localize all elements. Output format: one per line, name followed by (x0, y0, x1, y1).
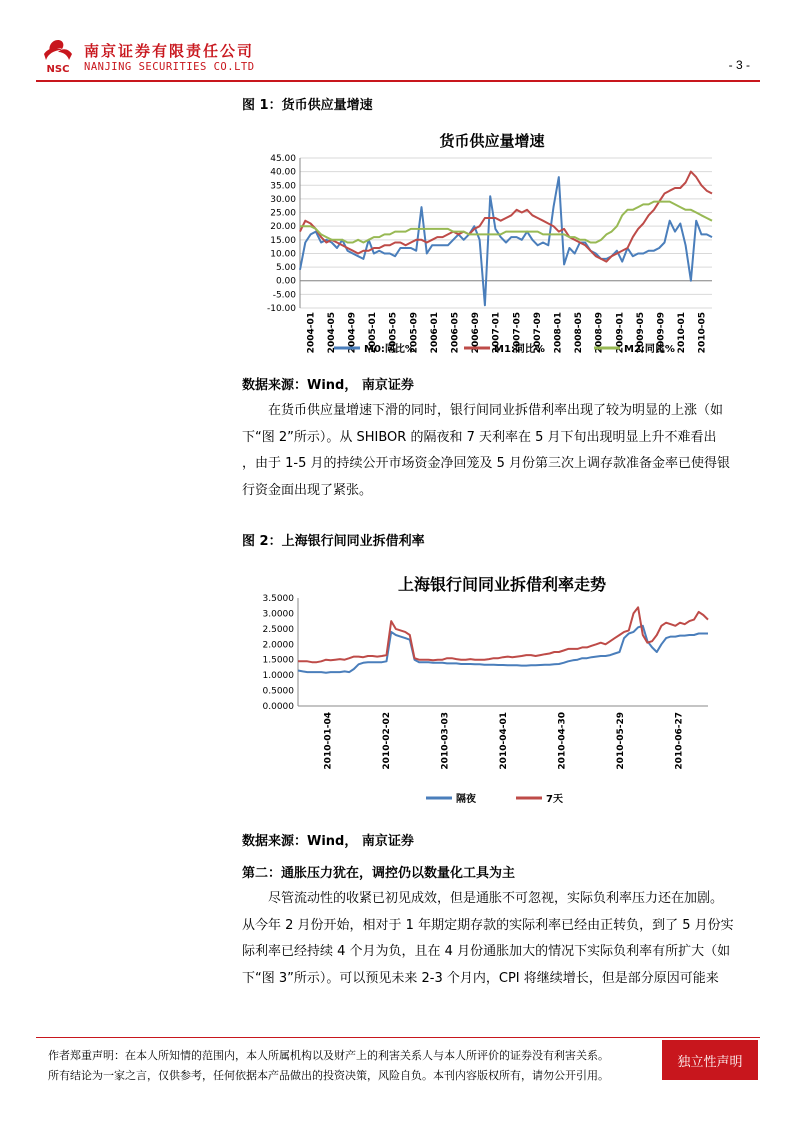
legend-label: M1:同比% (494, 344, 545, 355)
x-tick-label: 2009-09 (656, 312, 667, 354)
y-tick-label: 3.5000 (262, 594, 294, 604)
x-tick-label: 2010-02-02 (381, 712, 392, 770)
y-tick-label: 1.0000 (262, 671, 294, 682)
shibor-rate-chart (242, 562, 720, 810)
company-name-cn: 南京证券有限责任公司 (84, 42, 255, 60)
page-number: - 3 - (728, 58, 750, 72)
x-tick-label: 2009-01 (615, 312, 626, 354)
y-tick-label: 35.00 (270, 181, 296, 192)
paragraph-1-line: ，由于 1-5 月的持续公开市场资金净回笼及 5 月份第三次上调存款准备金率已使得银 (242, 456, 731, 471)
legend-label: 隔夜 (456, 794, 476, 805)
x-tick-label: 2004-05 (326, 312, 337, 354)
y-tick-label: 0.5000 (262, 686, 294, 697)
x-tick-label: 2007-05 (512, 312, 523, 354)
y-tick-label: 1.5000 (262, 655, 294, 666)
x-tick-label: 2005-05 (388, 312, 399, 354)
x-tick-label: 2008-05 (574, 312, 585, 354)
y-tick-label: -5.00 (272, 290, 296, 301)
x-tick-label: 2010-05 (697, 312, 708, 354)
x-tick-label: 2005-01 (368, 312, 379, 354)
disclaimer (48, 1046, 609, 1086)
y-tick-label: 2.0000 (262, 640, 294, 651)
disclaimer-line: 所有结论为一家之言，仅供参考，任何依据本产品做出的投资决策，风险自负。本刊内容版权所有，请勿公开引用。 (48, 1069, 609, 1082)
logo-text: NSC (46, 64, 70, 74)
x-tick-label: 2008-01 (553, 312, 564, 354)
y-tick-label: 40.00 (270, 167, 296, 178)
x-tick-label: 2004-09 (347, 312, 358, 354)
x-tick-label: 2007-01 (491, 312, 502, 354)
figure2-source: 数据来源：Wind， 南京证券 (242, 834, 414, 849)
paragraph-2-line: 下“图 3”所示）。可以预见未来 2-3 个月内，CPI 将继续增长，但是部分原因可能来 (242, 970, 719, 986)
x-tick-label: 2010-06-27 (674, 712, 685, 770)
chart-title: 上海银行间同业拆借利率走势 (397, 575, 607, 594)
paragraph-1 (242, 398, 758, 504)
x-tick-label: 2006-01 (429, 312, 440, 354)
series-line-2 (300, 202, 712, 243)
company-name-en: NANJING SECURITIES CO.LTD (84, 61, 255, 73)
legend-label: 7天 (546, 794, 563, 805)
independence-statement-button[interactable]: 独立性声明 (662, 1040, 758, 1080)
x-tick-label: 2010-01 (677, 312, 688, 354)
x-tick-label: 2008-09 (594, 312, 605, 354)
y-tick-label: 10.00 (270, 249, 296, 260)
y-tick-label: 3.0000 (262, 609, 294, 620)
y-tick-label: 0.00 (275, 276, 296, 287)
x-tick-label: 2010-01-04 (323, 712, 334, 770)
paragraph-2-line: 尽管流动性的收紧已初见成效，但是通胀不可忽视，实际负利率压力还在加剧。 (268, 891, 724, 906)
x-tick-label: 2006-09 (471, 312, 482, 354)
paragraph-1-line: 行资金面出现了紧张。 (242, 482, 373, 498)
money-supply-chart (242, 118, 720, 362)
y-tick-label: 20.00 (270, 222, 296, 233)
figure1-source: 数据来源：Wind， 南京证券 (242, 378, 414, 393)
x-tick-label: 2010-04-30 (557, 712, 568, 770)
header-divider (36, 80, 760, 82)
legend-label: M2:同比% (624, 344, 675, 355)
chart-title: 货币供应量增速 (439, 132, 545, 150)
y-tick-label: -10.00 (266, 304, 296, 314)
figure1-caption: 图 1：货币供应量增速 (242, 98, 373, 113)
x-tick-label: 2007-09 (532, 312, 543, 354)
x-tick-label: 2009-05 (635, 312, 646, 354)
y-tick-label: 25.00 (270, 208, 296, 219)
y-tick-label: 2.5000 (262, 624, 294, 635)
series-line-0 (298, 626, 708, 673)
paragraph-1-line: 下“图 2”所示）。从 SHIBOR 的隔夜和 7 天利率在 5 月下旬出现明显上升不难看出 (242, 429, 717, 445)
paragraph-2 (242, 886, 758, 992)
x-tick-label: 2005-09 (409, 312, 420, 354)
section-2-title: 第二：通胀压力犹在，调控仍以数量化工具为主 (242, 866, 516, 881)
paragraph-2-line: 际利率已经持续 4 个月为负，且在 4 月份通胀加大的情况下实际负利率有所扩大（如 (242, 944, 731, 959)
x-tick-label: 2004-01 (306, 312, 317, 354)
y-tick-label: 5.00 (275, 263, 296, 274)
x-tick-label: 2010-03-03 (440, 712, 451, 770)
disclaimer-line: 作者郑重声明：在本人所知情的范围内，本人所属机构以及财产上的利害关系人与本人所评价的证券没有利害关系。 (48, 1049, 609, 1062)
paragraph-2-line: 从今年 2 月份开始，相对于 1 年期定期存款的实际利率已经由正转负，到了 5 月份实 (242, 917, 734, 933)
x-tick-label: 2010-05-29 (616, 712, 627, 770)
x-tick-label: 2010-04-01 (499, 712, 509, 770)
legend-label: M0:同比% (364, 344, 415, 355)
y-tick-label: 0.0000 (262, 702, 294, 712)
y-tick-label: 45.00 (270, 154, 296, 164)
footer-divider (36, 1037, 760, 1038)
y-tick-label: 30.00 (270, 194, 296, 205)
x-tick-label: 2006-05 (450, 312, 461, 354)
figure2-caption: 图 2：上海银行间同业拆借利率 (242, 534, 425, 549)
y-tick-label: 15.00 (270, 235, 296, 246)
nsc-logo (36, 38, 80, 74)
paragraph-1-line: 在货币供应量增速下滑的同时，银行间同业拆借利率出现了较为明显的上涨（如 (268, 403, 724, 418)
